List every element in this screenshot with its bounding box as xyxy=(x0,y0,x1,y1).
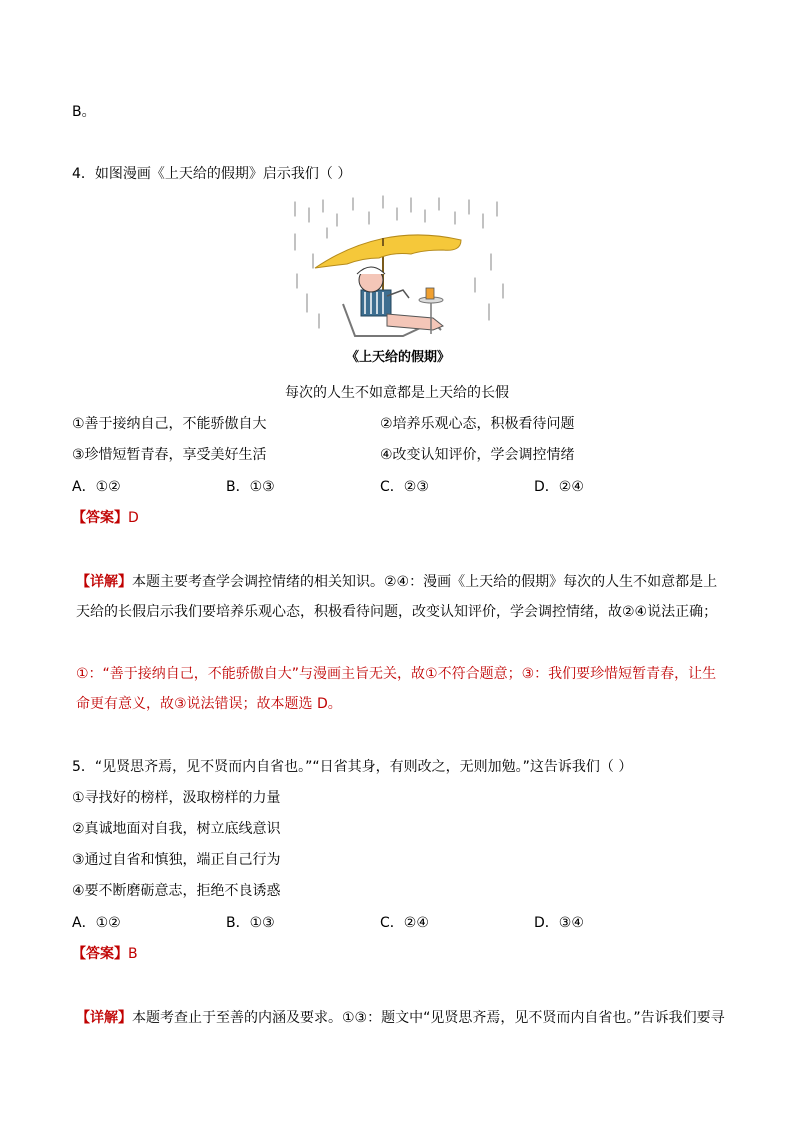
q5-choice-b: B．①③ xyxy=(226,915,275,931)
q4-detail-extra: ①：“善于接纳自己，不能骄傲自大”与漫画主旨无关，故①不符合题意；③：我们要珍惜短暂青春，让生命更有意义，故③说法错误；故本题选 D。 xyxy=(76,666,717,712)
q4-choice-a: A．①② xyxy=(72,479,121,495)
q5-choice-c: C．②④ xyxy=(380,915,429,931)
q5-detail-label: 【详解】 xyxy=(76,1010,132,1026)
q5-option-4: ④要不断磨砺意志，拒绝不良诱惑 xyxy=(72,883,281,899)
q5-stem: 5．“见贤思齐焉，见不贤而内自省也。”“日省其身，有则改之，无则加勉。”这告诉我们（ ） xyxy=(72,759,633,775)
q5-option-2: ②真诚地面对自我，树立底线意识 xyxy=(72,821,281,837)
q4-detail xyxy=(76,567,726,627)
prev-answer-tail: B。 xyxy=(72,104,96,120)
q4-stem: 4．如图漫画《上天给的假期》启示我们（ ） xyxy=(72,166,352,182)
q5-detail xyxy=(76,1003,726,1033)
q5-detail-text: 本题考查止于至善的内涵及要求。①③：题文中“见贤思齐焉，见不贤而内自省也。”告诉我们要寻 xyxy=(132,1010,725,1026)
q5-option-3: ③通过自省和慎独，端正自己行为 xyxy=(72,852,281,868)
cartoon-subtitle: 每次的人生不如意都是上天给的长假 xyxy=(285,385,509,401)
q4-answer-label: 【答案】 xyxy=(72,510,128,526)
q5-option-1: ①寻找好的榜样，汲取榜样的力量 xyxy=(72,790,281,806)
q5-choice-d: D．③④ xyxy=(534,915,584,931)
q4-choice-c: C．②③ xyxy=(380,479,429,495)
q4-option-3: ③珍惜短暂青春，享受美好生活 xyxy=(72,447,267,463)
q4-option-4: ④改变认知评价，学会调控情绪 xyxy=(380,447,575,463)
q5-choice-a: A．①② xyxy=(72,915,121,931)
q5-answer-value: B xyxy=(128,946,138,962)
q4-answer-value: D xyxy=(128,510,139,526)
q4-detail-label: 【详解】 xyxy=(76,574,132,590)
q4-detail-text: 本题主要考查学会调控情绪的相关知识。②④：漫画《上天给的假期》每次的人生不如意都是上天给的长假启示我们要培养乐观心态，积极看待问题，改变认知评价，学会调控情绪，故②④说法正确； xyxy=(76,574,718,620)
cartoon-rain-umbrella-image xyxy=(283,194,513,372)
q4-choice-d: D．②④ xyxy=(534,479,584,495)
q4-choice-b: B．①③ xyxy=(226,479,275,495)
q4-answer xyxy=(72,509,139,527)
q4-option-2: ②培养乐观心态，积极看待问题 xyxy=(380,416,575,432)
q5-answer-label: 【答案】 xyxy=(72,946,128,962)
q5-answer xyxy=(72,945,138,963)
q4-option-1: ①善于接纳自己，不能骄傲自大 xyxy=(72,416,267,432)
cartoon-caption: 《上天给的假期》 xyxy=(345,350,450,365)
cartoon-illustration xyxy=(283,194,513,372)
